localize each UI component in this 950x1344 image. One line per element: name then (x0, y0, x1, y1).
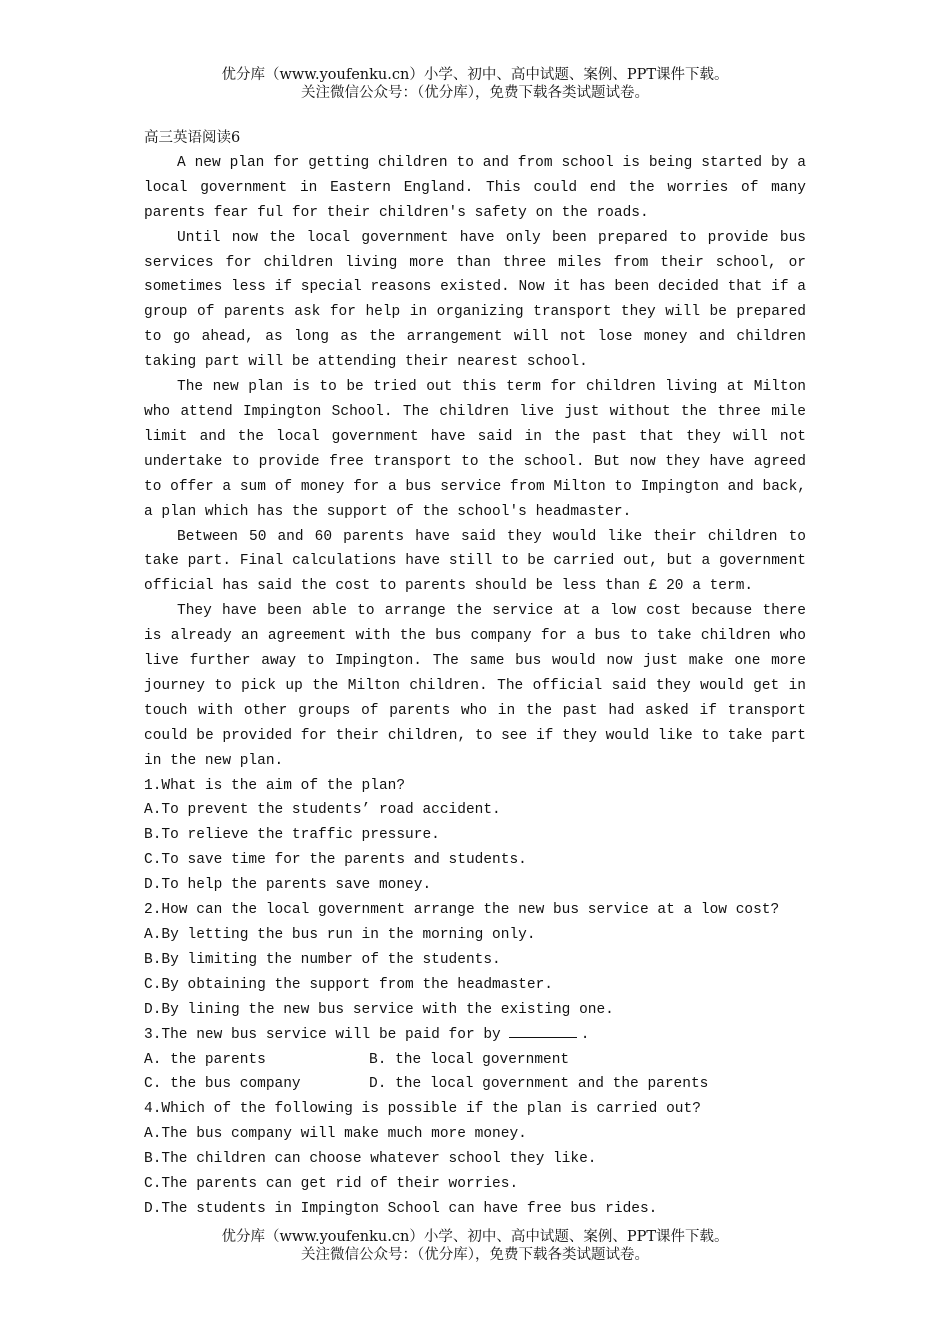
header-line-1: 优分库（www.youfenku.cn）小学、初中、高中试题、案例、PPT课件下载。 (221, 67, 729, 83)
options-grid (144, 1048, 806, 1098)
question-2 (144, 898, 806, 1023)
question-stem: 2.How can the local government arrange the new bus service at a low cost? (144, 902, 780, 919)
paragraph-3: The new plan is to be tried out this term for children living at Milton who attend Impington School. The children live just without the three mile limit and the local government have said in the past that they will not undertake to provide free transport to the school. But now they have agreed to offer a sum of money for a bus service from Milton to Impington and back, a plan which has the support of the school's headmaster. (144, 379, 806, 520)
question-1 (144, 774, 806, 899)
paragraph-5: They have been able to arrange the service at a low cost because there is already an agreement with the bus company for a bus to take children who live further away to Impington. The same bus would now just make one more journey to pick up the Milton children. The official said they would get in touch with other groups of parents who in the past had asked if transport could be provided for their children, to see if they would like to take part in the new plan. (144, 603, 806, 769)
answer-blank (509, 1023, 577, 1038)
paragraph-2: Until now the local government have only been prepared to provide bus services for children living more than three miles from their school, or sometimes less if special reasons existed. Now it has been decided that if a group of parents ask for help in organizing transport they will be prepared to go ahead, as long as the arrangement will not lose money and children taking part will be attending their nearest school. (144, 229, 806, 371)
option-c: C.To save time for the parents and students. (144, 852, 527, 869)
option-b: B.By limiting the number of the students. (144, 951, 501, 968)
document-body (144, 126, 806, 1222)
option-c: C.By obtaining the support from the headmaster. (144, 976, 553, 993)
option-b: B.The children can choose whatever school they like. (144, 1151, 597, 1168)
option-d: D.To help the parents save money. (144, 877, 432, 894)
document-title: 高三英语阅读6 (144, 130, 241, 146)
option-a: A.The bus company will make much more money. (144, 1126, 527, 1143)
option-d: D.The students in Impington School can have free bus rides. (144, 1200, 658, 1217)
option-a: A.By letting the bus run in the morning only. (144, 927, 536, 943)
question-stem (144, 1023, 806, 1048)
option-b: B. the local government (369, 1051, 570, 1068)
page-footer (0, 1228, 950, 1264)
header-line-2: 关注微信公众号：（优分库），免费下载各类试题试卷。 (301, 85, 649, 101)
footer-line-2: 关注微信公众号：（优分库），免费下载各类试题试卷。 (301, 1247, 649, 1263)
question-3 (144, 1023, 806, 1098)
option-d: D.By lining the new bus service with the existing one. (144, 1001, 614, 1018)
question-stem: 1.What is the aim of the plan? (144, 777, 406, 794)
footer-line-1: 优分库（www.youfenku.cn）小学、初中、高中试题、案例、PPT课件下载。 (221, 1229, 729, 1245)
option-c: C. the bus company (144, 1076, 301, 1093)
option-c: C.The parents can get rid of their worries. (144, 1176, 519, 1193)
option-d: D. the local government and the parents (369, 1076, 709, 1093)
option-b: B.To relieve the traffic pressure. (144, 827, 440, 844)
option-a: A.To prevent the students’ road accident. (144, 802, 501, 819)
option-a: A. the parents (144, 1051, 266, 1068)
question-stem: 4.Which of the following is possible if the plan is carried out? (144, 1101, 701, 1118)
question-4 (144, 1097, 806, 1222)
page-header (0, 66, 950, 102)
paragraph-1: A new plan for getting children to and from school is being started by a local government in Eastern England. This could end the worries of many parents fear ful for their children's safety on the roads. (144, 154, 806, 221)
paragraph-4: Between 50 and 60 parents have said they would like their children to take part. Final calculations have still to be carried out, but a government official has said the cost to parents should be less than £ 20 a term. (144, 528, 806, 595)
question-stem-text: 3.The new bus service will be paid for by (144, 1026, 501, 1043)
question-stem-end: . (580, 1026, 590, 1043)
